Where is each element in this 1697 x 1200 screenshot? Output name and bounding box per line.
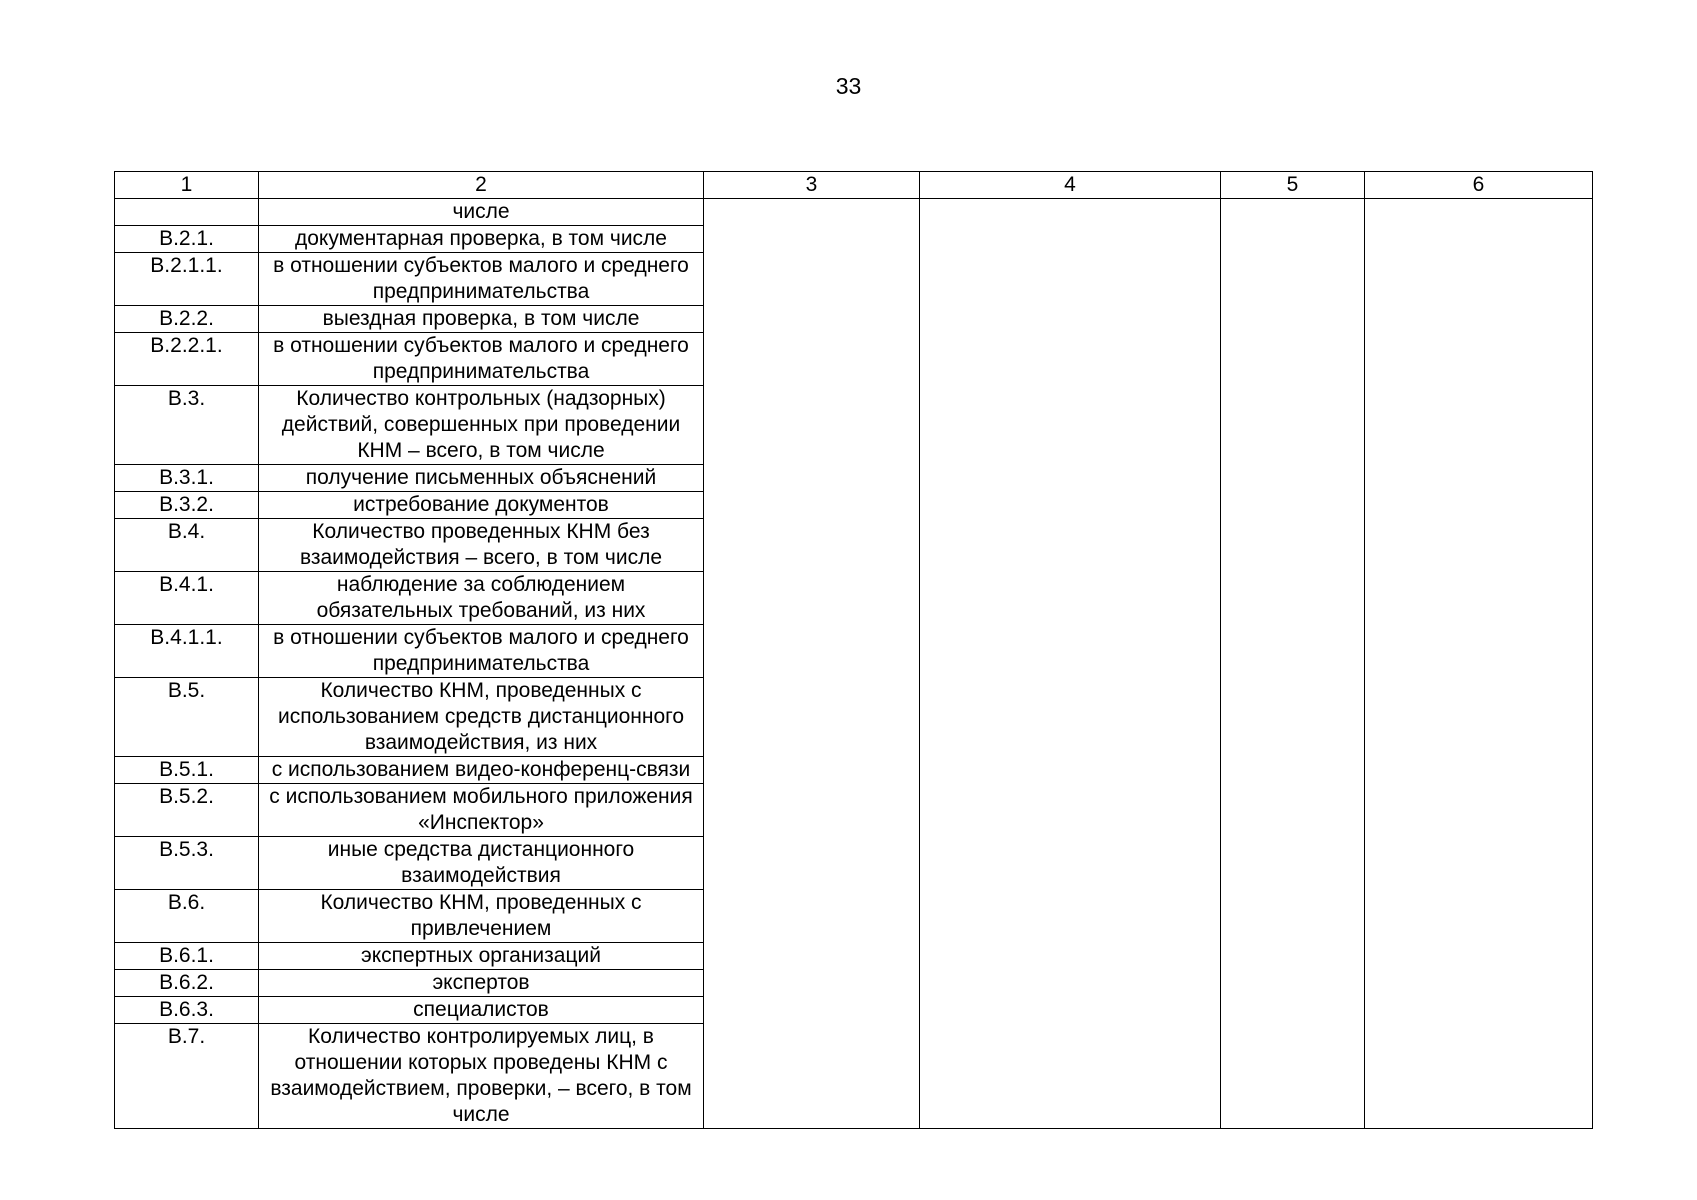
row-description: с использованием видео-конференц-связи (259, 757, 704, 784)
column-header-6: 6 (1365, 172, 1593, 199)
row-code: В.6.2. (115, 970, 259, 997)
empty-column-3 (704, 199, 920, 1129)
row-description: получение письменных объяснений (259, 465, 704, 492)
column-header-3: 3 (704, 172, 920, 199)
row-code: В.4. (115, 519, 259, 572)
row-code: В.3.1. (115, 465, 259, 492)
row-description: наблюдение за соблюдением обязательных требований, из них (259, 572, 704, 625)
report-table (114, 171, 1593, 1129)
row-description: числе (259, 199, 704, 226)
row-code: В.2.1.1. (115, 253, 259, 306)
row-description: Количество КНМ, проведенных с привлечением (259, 890, 704, 943)
row-code: В.7. (115, 1024, 259, 1129)
row-code: В.2.1. (115, 226, 259, 253)
row-code (115, 199, 259, 226)
row-code: В.2.2.1. (115, 333, 259, 386)
header-row (115, 172, 1593, 199)
row-code: В.6. (115, 890, 259, 943)
row-code: В.3. (115, 386, 259, 465)
row-code: В.6.3. (115, 997, 259, 1024)
empty-column-6 (1365, 199, 1593, 1129)
row-description: с использованием мобильного приложения «Инспектор» (259, 784, 704, 837)
row-description: Количество проведенных КНМ без взаимодействия – всего, в том числе (259, 519, 704, 572)
row-code: В.5. (115, 678, 259, 757)
table-body (115, 199, 1593, 1129)
row-description: в отношении субъектов малого и среднего предпринимательства (259, 253, 704, 306)
row-code: В.4.1.1. (115, 625, 259, 678)
row-description: экспертов (259, 970, 704, 997)
page-number: 33 (835, 73, 862, 99)
row-code: В.2.2. (115, 306, 259, 333)
row-description: Количество КНМ, проведенных с использованием средств дистанционного взаимодействия, из них (259, 678, 704, 757)
row-description: Количество контролируемых лиц, в отношении которых проведены КНМ с взаимодействием, проверки, – всего, в том числе (259, 1024, 704, 1129)
row-description: в отношении субъектов малого и среднего предпринимательства (259, 625, 704, 678)
row-description: специалистов (259, 997, 704, 1024)
empty-column-4 (920, 199, 1221, 1129)
row-code: В.5.3. (115, 837, 259, 890)
row-description: экспертных организаций (259, 943, 704, 970)
column-header-4: 4 (920, 172, 1221, 199)
row-description: иные средства дистанционного взаимодействия (259, 837, 704, 890)
row-code: В.5.1. (115, 757, 259, 784)
row-description: документарная проверка, в том числе (259, 226, 704, 253)
column-header-1: 1 (115, 172, 259, 199)
column-header-2: 2 (259, 172, 704, 199)
empty-column-5 (1221, 199, 1365, 1129)
row-description: Количество контрольных (надзорных) действий, совершенных при проведении КНМ – всего, в том числе (259, 386, 704, 465)
column-header-5: 5 (1221, 172, 1365, 199)
row-description: в отношении субъектов малого и среднего предпринимательства (259, 333, 704, 386)
row-code: В.4.1. (115, 572, 259, 625)
row-code: В.5.2. (115, 784, 259, 837)
row-description: истребование документов (259, 492, 704, 519)
row-description: выездная проверка, в том числе (259, 306, 704, 333)
table-row (115, 199, 1593, 226)
row-code: В.3.2. (115, 492, 259, 519)
row-code: В.6.1. (115, 943, 259, 970)
